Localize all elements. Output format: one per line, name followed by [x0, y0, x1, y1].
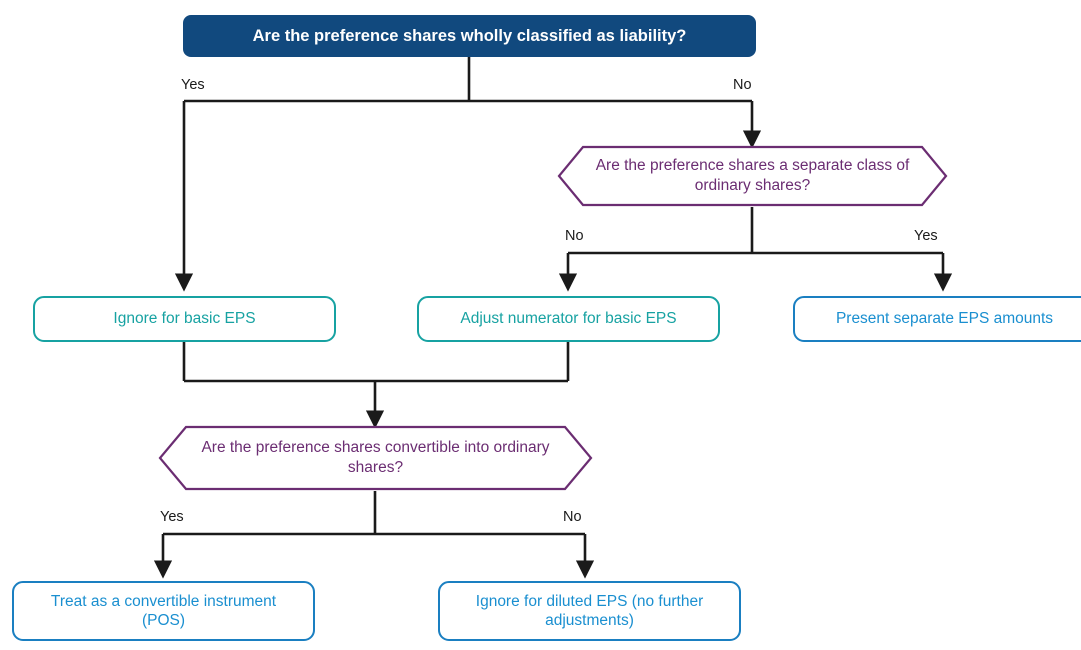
edge-label-root-yes: Yes	[181, 77, 205, 93]
node-present-separate-eps-amounts[interactable]: Present separate EPS amounts	[793, 296, 1081, 342]
node-treat-as-convertible-instrument[interactable]: Treat as a convertible instrument (POS)	[12, 581, 315, 641]
node-adjust-numerator-for-basic-eps[interactable]: Adjust numerator for basic EPS	[417, 296, 720, 342]
edge-label-root-no: No	[733, 77, 752, 93]
node-decision-convertible[interactable]	[158, 425, 593, 491]
node-ignore-for-basic-eps[interactable]: Ignore for basic EPS	[33, 296, 336, 342]
edge-label-convertible-yes: Yes	[160, 509, 184, 525]
node-decision-convertible-label: Are the preference shares convertible into ordinary shares?	[201, 438, 550, 476]
node-root-decision[interactable]: Are the preference shares wholly classified as liability?	[183, 15, 756, 57]
edge-label-separate-yes: Yes	[914, 228, 938, 244]
edge-label-separate-no: No	[565, 228, 584, 244]
node-decision-separate-class[interactable]	[557, 145, 948, 207]
edge-label-convertible-no: No	[563, 509, 582, 525]
node-ignore-for-diluted-eps[interactable]: Ignore for diluted EPS (no further adjustments)	[438, 581, 741, 641]
node-decision-separate-class-label: Are the preference shares a separate class of ordinary shares?	[595, 156, 910, 194]
